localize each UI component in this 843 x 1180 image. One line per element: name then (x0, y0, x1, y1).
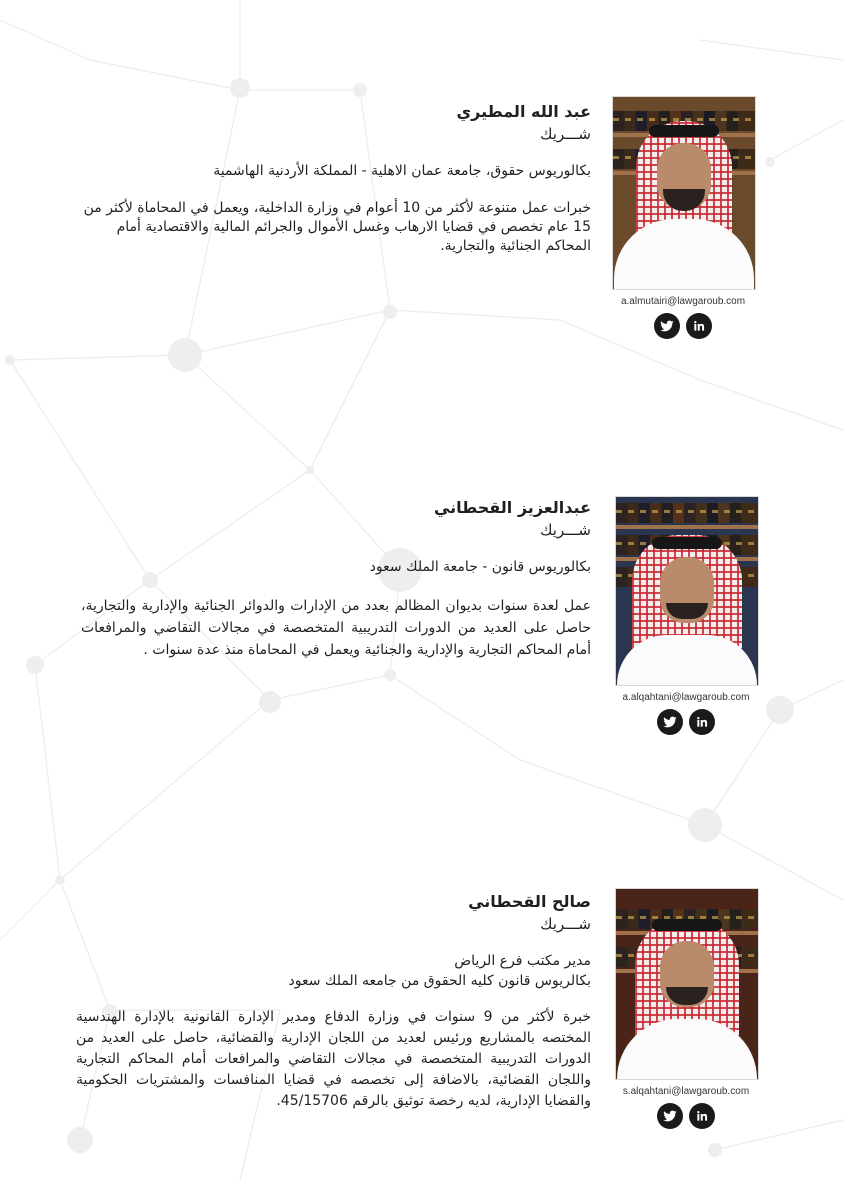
partner-degree: بكالوريوس قانون - جامعة الملك سعود (369, 559, 591, 575)
partner-photo (615, 496, 759, 686)
partner-name: عبد الله المطيري (456, 102, 591, 121)
photo-column (611, 888, 761, 1129)
partner-bio: عمل لعدة سنوات بديوان المظالم بعدد من الإدارات والدوائر الجنائية والإدارية والتجارية، حاصل على العديد من الدورات التدريبية المتخصصة في مجالات التقاضي والمرافعات أمام المحاكم التجارية والإدارية والجنائية ويعمل في المحاماة منذ عدة سنوات . (81, 598, 591, 658)
linkedin-icon[interactable] (689, 1103, 715, 1129)
social-links (611, 1103, 761, 1129)
partner-bio: خبرات عمل متنوعة لأكثر من 10 أعوام في وزارة الداخلية، ويعمل في المحاماة لأكثر من 15 عام تخصص في قضايا الارهاب وغسل الأموال والجرائم المالية والاقتصادية أمام المحاكم الجنائية والتجارية. (83, 200, 591, 254)
partner-position: مدير مكتب فرع الرياض (454, 953, 591, 969)
partner-email[interactable]: a.almutairi@lawgaroub.com (620, 296, 746, 307)
partner-name: عبدالعزيز القحطاني (433, 498, 591, 517)
twitter-icon[interactable] (654, 313, 680, 339)
twitter-icon[interactable] (657, 1103, 683, 1129)
linkedin-icon[interactable] (689, 709, 715, 735)
partner-email[interactable]: s.alqahtani@lawgaroub.com (622, 1086, 750, 1097)
social-links (611, 709, 761, 735)
linkedin-icon[interactable] (686, 313, 712, 339)
profile-text (81, 102, 591, 256)
social-links (608, 313, 758, 339)
partner-role: شـــريك (540, 521, 591, 539)
profile-text (76, 892, 591, 1112)
photo-column (608, 96, 758, 339)
partner-email[interactable]: a.alqahtani@lawgaroub.com (622, 692, 750, 703)
partner-degree: بكالوريوس حقوق، جامعة عمان الاهلية - المملكة الأردنية الهاشمية (213, 163, 591, 179)
partner-bio: خبرة لأكثر من 9 سنوات في وزارة الدفاع ومدير الإدارة القانونية بالإدارة الهندسية المختصه بالمشاريع ورئيس لعديد من اللجان الإدارية والقضائية، حاصل على العديد من الدورات التدريبية المتخصصة في مجالات التقاضي والمرافعات أمام المحاكم التجارية واللجان القضائية، بالاضافة إلى تخصصه في قضايا المنافسات والمشتريات الحكومية والقضايا الإدارية، لديه رخصة توثيق بالرقم 45/15706. (76, 1009, 591, 1109)
partner-photo (612, 96, 756, 290)
partner-role: شـــريك (540, 125, 591, 143)
partner-name: صالح القحطاني (468, 892, 591, 911)
partner-photo (615, 888, 759, 1080)
photo-column (611, 496, 761, 735)
profile-text (81, 498, 591, 661)
twitter-icon[interactable] (657, 709, 683, 735)
partner-role: شـــريك (540, 915, 591, 933)
partner-degree: بكالريوس قانون كليه الحقوق من جامعه الملك سعود (288, 973, 591, 989)
